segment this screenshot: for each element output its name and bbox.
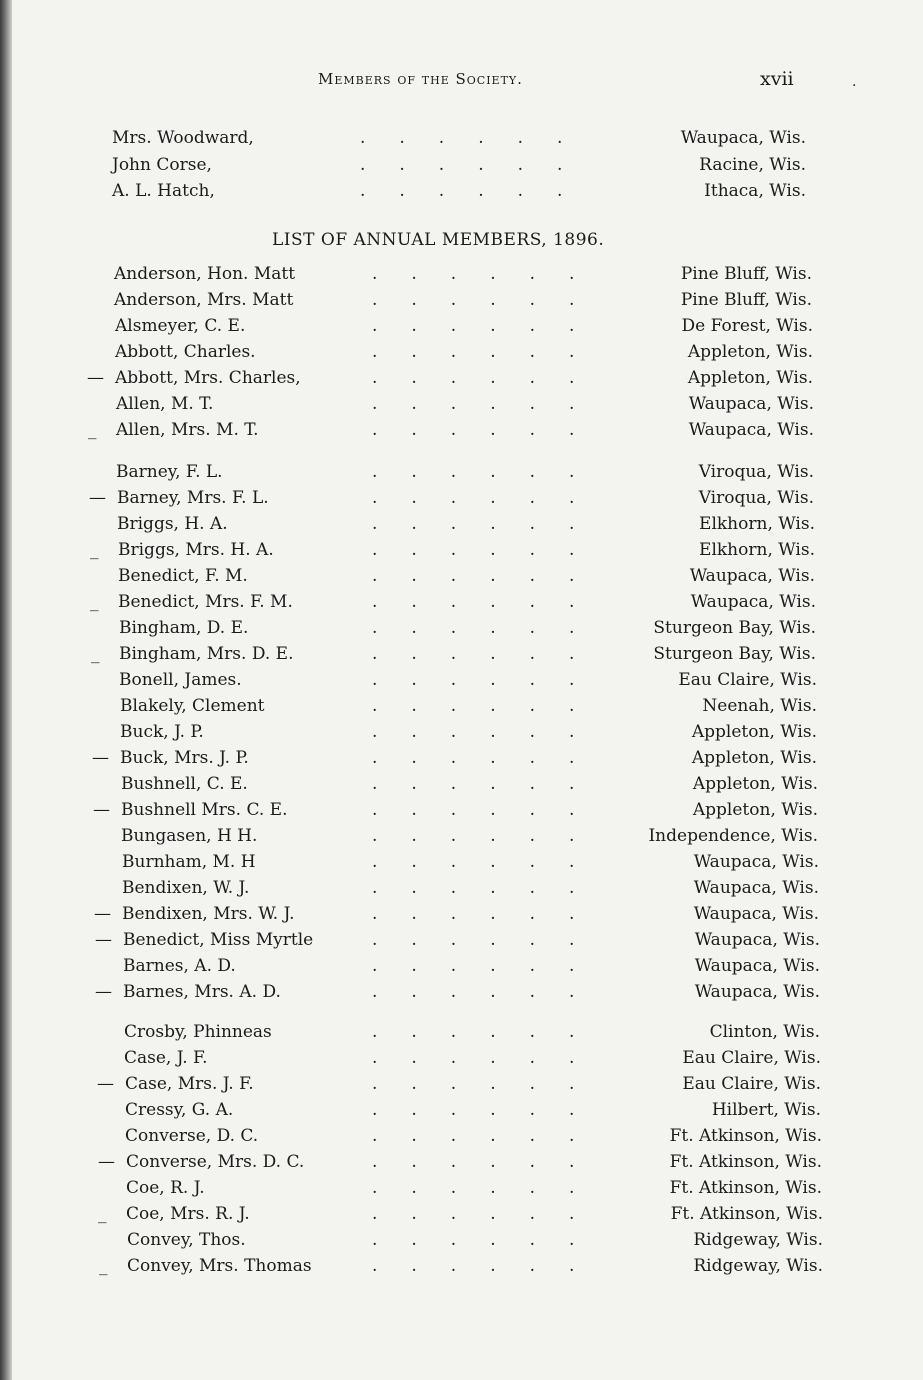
member-entry <box>0 264 923 288</box>
dot-leaders: . . . . . . <box>372 420 575 440</box>
entry-dash-mark: — <box>98 1152 115 1172</box>
dot-leaders: . . . . . . <box>372 956 575 976</box>
member-name: Allen, Mrs. M. T. <box>116 420 259 440</box>
member-entry <box>0 566 923 590</box>
dot-leaders: . . . . . . <box>372 1074 575 1094</box>
member-location: Waupaca, Wis. <box>690 592 816 612</box>
member-entry <box>0 1230 923 1254</box>
dot-leaders: . . . . . . <box>372 1204 575 1224</box>
member-name: Crosby, Phinneas <box>124 1022 272 1042</box>
member-name: Coe, Mrs. R. J. <box>126 1204 250 1224</box>
member-entry <box>0 1126 923 1150</box>
dot-leaders: . . . . . . <box>372 1100 575 1120</box>
dot-leaders: . . . . . . <box>372 722 575 742</box>
member-name: Bonell, James. <box>119 670 242 690</box>
member-location: Ft. Atkinson, Wis. <box>669 1178 822 1198</box>
entry-dash-mark: — <box>94 904 111 924</box>
member-entry <box>0 462 923 486</box>
member-name: Bushnell, C. E. <box>121 774 248 794</box>
dot-leaders: . . . . . . <box>372 1126 575 1146</box>
member-name: Bingham, D. E. <box>119 618 249 638</box>
member-name: Mrs. Woodward, <box>112 128 254 148</box>
dot-leaders: . . . . . . <box>372 904 575 924</box>
member-entry <box>0 930 923 954</box>
entry-dash-mark: — <box>87 368 104 388</box>
entry-dash-mark: _ <box>88 420 97 440</box>
dot-leaders: . . . . . . <box>372 878 575 898</box>
member-entry <box>0 316 923 340</box>
member-location: Sturgeon Bay, Wis. <box>653 618 816 638</box>
dot-leaders: . . . . . . <box>360 128 563 148</box>
member-location: Independence, Wis. <box>648 826 818 846</box>
member-entry <box>0 1204 923 1228</box>
member-entry <box>0 1152 923 1176</box>
dot-leaders: . . . . . . <box>372 1230 575 1250</box>
member-entry <box>0 1256 923 1280</box>
member-location: Eau Claire, Wis. <box>682 1074 821 1094</box>
member-location: Appleton, Wis. <box>687 368 813 388</box>
member-name: Bushnell Mrs. C. E. <box>121 800 288 820</box>
member-name: Converse, D. C. <box>125 1126 259 1146</box>
member-name: Bungasen, H H. <box>121 826 258 846</box>
dot-leaders: . . . . . . <box>360 155 563 175</box>
member-name: Case, Mrs. J. F. <box>125 1074 254 1094</box>
member-name: Alsmeyer, C. E. <box>115 316 246 336</box>
member-location: Racine, Wis. <box>699 155 806 175</box>
member-location: Waupaca, Wis. <box>693 878 819 898</box>
dot-leaders: . . . . . . <box>372 930 575 950</box>
member-location: Waupaca, Wis. <box>688 420 814 440</box>
member-name: Bendixen, W. J. <box>122 878 250 898</box>
dot-leaders: . . . . . . <box>372 1256 575 1276</box>
member-name: Buck, J. P. <box>120 722 204 742</box>
member-entry <box>0 342 923 366</box>
member-location: Appleton, Wis. <box>691 722 817 742</box>
member-location: Ft. Atkinson, Wis. <box>669 1152 822 1172</box>
entry-dash-mark: _ <box>98 1204 107 1224</box>
member-name: Abbott, Charles. <box>115 342 256 362</box>
entry-dash-mark: _ <box>99 1256 108 1276</box>
member-name: Allen, M. T. <box>116 394 214 414</box>
entry-dash-mark: — <box>97 1074 114 1094</box>
entry-dash-mark: — <box>93 800 110 820</box>
member-entry <box>0 1100 923 1124</box>
dot-leaders: . . . . . . <box>372 748 575 768</box>
dot-leaders: . . . . . . <box>372 368 575 388</box>
member-name: Cressy, G. A. <box>125 1100 234 1120</box>
member-entry <box>0 878 923 902</box>
member-location: Waupaca, Wis. <box>693 904 819 924</box>
member-location: Waupaca, Wis. <box>694 982 820 1002</box>
member-location: Viroqua, Wis. <box>698 462 814 482</box>
member-entry <box>0 181 923 205</box>
dot-leaders: . . . . . . <box>372 462 575 482</box>
member-location: Clinton, Wis. <box>709 1022 820 1042</box>
member-location: Sturgeon Bay, Wis. <box>653 644 816 664</box>
member-location: Eau Claire, Wis. <box>678 670 817 690</box>
member-name: Case, J. F. <box>124 1048 208 1068</box>
member-entry <box>0 826 923 850</box>
member-entry <box>0 618 923 642</box>
member-name: Barney, F. L. <box>116 462 223 482</box>
dot-leaders: . . . . . . <box>372 670 575 690</box>
member-name: Bingham, Mrs. D. E. <box>119 644 294 664</box>
entry-dash-mark: — <box>95 930 112 950</box>
member-entry <box>0 696 923 720</box>
member-entry <box>0 800 923 824</box>
dot-leaders: . . . . . . <box>372 1152 575 1172</box>
dot-leaders: . . . . . . <box>372 488 575 508</box>
member-location: Eau Claire, Wis. <box>682 1048 821 1068</box>
dot-leaders: . . . . . . <box>372 774 575 794</box>
member-entry <box>0 1178 923 1202</box>
member-location: Appleton, Wis. <box>692 774 818 794</box>
dot-leaders: . . . . . . <box>372 1022 575 1042</box>
member-name: Barney, Mrs. F. L. <box>117 488 269 508</box>
member-entry <box>0 774 923 798</box>
member-name: Coe, R. J. <box>126 1178 205 1198</box>
member-location: Waupaca, Wis. <box>693 852 819 872</box>
member-location: Pine Bluff, Wis. <box>680 290 812 310</box>
dot-leaders: . . . . . . <box>360 181 563 201</box>
member-name: Convey, Thos. <box>127 1230 246 1250</box>
member-entry <box>0 982 923 1006</box>
member-location: Pine Bluff, Wis. <box>680 264 812 284</box>
entry-dash-mark: _ <box>91 644 100 664</box>
dot-leaders: . . . . . . <box>372 566 575 586</box>
member-name: Burnham, M. H <box>122 852 256 872</box>
dot-leaders: . . . . . . <box>372 264 575 284</box>
member-entry <box>0 394 923 418</box>
dot-leaders: . . . . . . <box>372 644 575 664</box>
dot-leaders: . . . . . . <box>372 982 575 1002</box>
member-entry <box>0 1022 923 1046</box>
dot-leaders: . . . . . . <box>372 1178 575 1198</box>
dot-leaders: . . . . . . <box>372 342 575 362</box>
member-entry <box>0 722 923 746</box>
member-name: Bendixen, Mrs. W. J. <box>122 904 295 924</box>
member-entry <box>0 670 923 694</box>
member-entry <box>0 592 923 616</box>
member-location: Ft. Atkinson, Wis. <box>670 1204 823 1224</box>
dot-leaders: . . . . . . <box>372 696 575 716</box>
section-heading: LIST OF ANNUAL MEMBERS, 1896. <box>272 230 605 250</box>
member-location: Waupaca, Wis. <box>689 566 815 586</box>
member-location: Waupaca, Wis. <box>694 956 820 976</box>
member-location: Appleton, Wis. <box>692 800 818 820</box>
member-location: Waupaca, Wis. <box>680 128 806 148</box>
entry-dash-mark: — <box>89 488 106 508</box>
member-entry <box>0 488 923 512</box>
entry-dash-mark: — <box>92 748 109 768</box>
member-name: Converse, Mrs. D. C. <box>126 1152 305 1172</box>
page-number: xvii <box>760 68 794 90</box>
member-name: Abbott, Mrs. Charles, <box>115 368 301 388</box>
dot-leaders: . . . . . . <box>372 514 575 534</box>
dot-leaders: . . . . . . <box>372 800 575 820</box>
member-entry <box>0 540 923 564</box>
member-entry <box>0 956 923 980</box>
member-location: Ft. Atkinson, Wis. <box>669 1126 822 1146</box>
member-name: Anderson, Hon. Matt <box>114 264 296 284</box>
member-entry <box>0 1048 923 1072</box>
dot-leaders: . . . . . . <box>372 316 575 336</box>
member-location: Ridgeway, Wis. <box>693 1256 823 1276</box>
member-name: Barnes, A. D. <box>123 956 236 976</box>
entry-dash-mark: — <box>95 982 112 1002</box>
member-entry <box>0 904 923 928</box>
member-location: De Forest, Wis. <box>681 316 813 336</box>
member-location: Appleton, Wis. <box>687 342 813 362</box>
dot-leaders: . . . . . . <box>372 540 575 560</box>
dot-leaders: . . . . . . <box>372 852 575 872</box>
member-location: Appleton, Wis. <box>691 748 817 768</box>
member-entry <box>0 155 923 179</box>
stray-mark: . <box>852 74 857 90</box>
member-entry <box>0 748 923 772</box>
dot-leaders: . . . . . . <box>372 618 575 638</box>
member-entry <box>0 644 923 668</box>
member-name: Blakely, Clement <box>120 696 265 716</box>
member-name: Anderson, Mrs. Matt <box>114 290 294 310</box>
dot-leaders: . . . . . . <box>372 592 575 612</box>
member-entry <box>0 368 923 392</box>
member-location: Waupaca, Wis. <box>694 930 820 950</box>
member-entry <box>0 290 923 314</box>
member-entry <box>0 128 923 152</box>
member-name: Benedict, F. M. <box>118 566 248 586</box>
entry-dash-mark: _ <box>90 592 99 612</box>
member-location: Ithaca, Wis. <box>704 181 806 201</box>
member-entry <box>0 514 923 538</box>
member-entry <box>0 852 923 876</box>
member-name: Benedict, Miss Myrtle <box>123 930 314 950</box>
member-location: Hilbert, Wis. <box>711 1100 821 1120</box>
member-location: Viroqua, Wis. <box>698 488 814 508</box>
member-name: Barnes, Mrs. A. D. <box>123 982 281 1002</box>
dot-leaders: . . . . . . <box>372 394 575 414</box>
member-name: Briggs, Mrs. H. A. <box>118 540 274 560</box>
member-name: Benedict, Mrs. F. M. <box>118 592 293 612</box>
member-name: John Corse, <box>112 155 212 175</box>
dot-leaders: . . . . . . <box>372 826 575 846</box>
dot-leaders: . . . . . . <box>372 290 575 310</box>
member-location: Neenah, Wis. <box>702 696 817 716</box>
entry-dash-mark: _ <box>90 540 99 560</box>
running-title: Members of the Society. <box>318 70 523 88</box>
member-entry <box>0 1074 923 1098</box>
member-entry <box>0 420 923 444</box>
member-name: Briggs, H. A. <box>117 514 228 534</box>
member-location: Waupaca, Wis. <box>688 394 814 414</box>
member-location: Elkhorn, Wis. <box>699 540 815 560</box>
member-name: Buck, Mrs. J. P. <box>120 748 249 768</box>
member-name: A. L. Hatch, <box>112 181 215 201</box>
member-location: Elkhorn, Wis. <box>699 514 815 534</box>
member-location: Ridgeway, Wis. <box>693 1230 823 1250</box>
member-name: Convey, Mrs. Thomas <box>127 1256 312 1276</box>
dot-leaders: . . . . . . <box>372 1048 575 1068</box>
